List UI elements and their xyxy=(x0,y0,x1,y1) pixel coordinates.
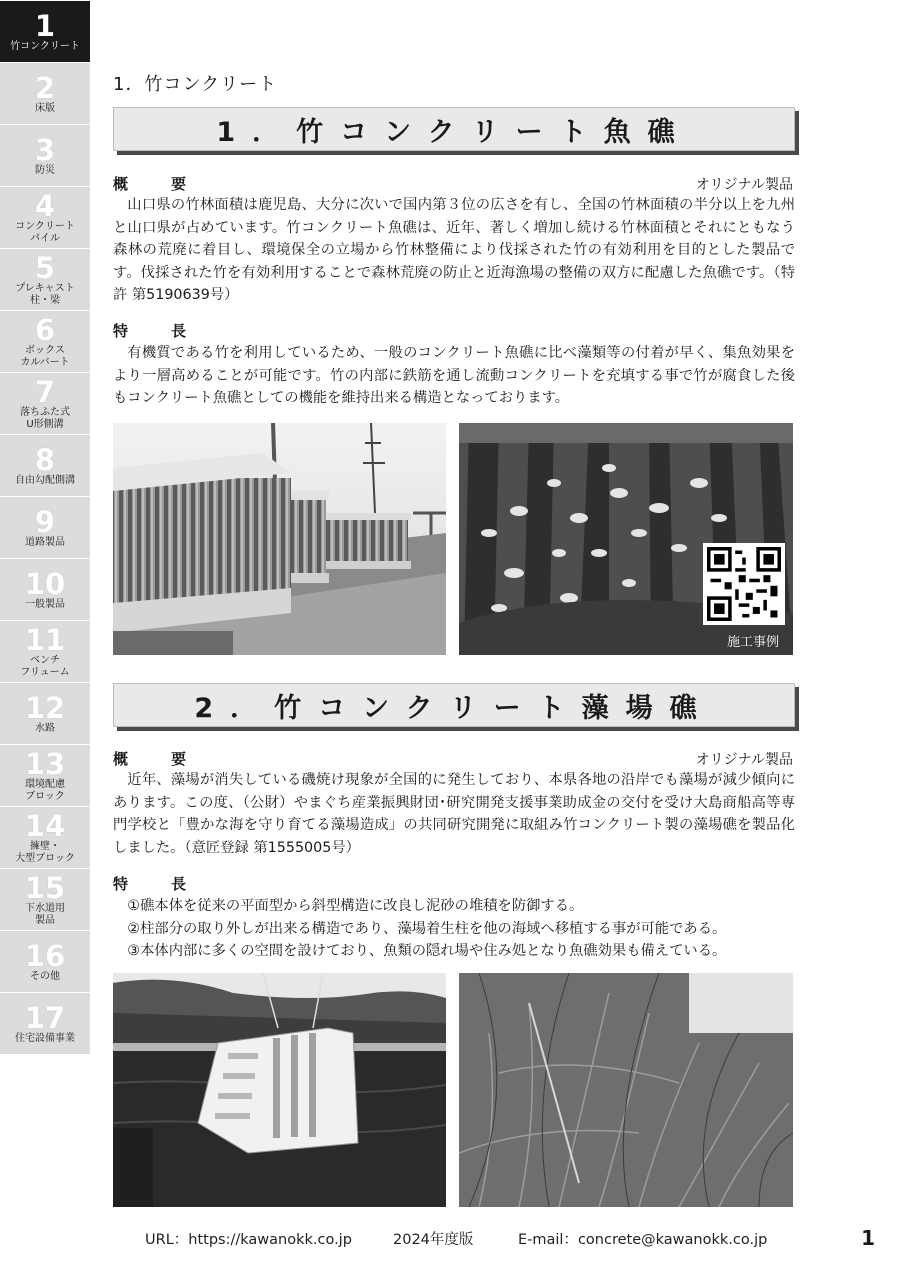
side-tab-3[interactable] xyxy=(0,124,90,186)
side-tab-number: 3 xyxy=(34,132,56,167)
section-2-features-label: 特 長 xyxy=(113,875,201,893)
side-tab-label: 床版 xyxy=(35,102,55,114)
section-1-title: 1．竹コンクリート魚礁 xyxy=(113,107,795,151)
feature-item: ①礁本体を従来の平面型から斜型構造に改良し泥砂の堆積を防御する。 xyxy=(127,898,584,914)
side-tab-number: 8 xyxy=(34,442,56,477)
side-tab-number: 10 xyxy=(24,566,66,601)
side-tab-number: 12 xyxy=(24,690,66,725)
side-tab-number: 14 xyxy=(24,808,66,843)
section-heading: 1．竹コンクリート xyxy=(113,74,278,95)
section-1-features xyxy=(113,342,795,410)
side-tab-number: 5 xyxy=(34,250,56,285)
footer-email[interactable]: E-mail：concrete@kawanokk.co.jp xyxy=(518,1232,768,1248)
seaweed-reef-installation-photo xyxy=(113,973,446,1207)
section-2-overview-text: 近年、藻場が消失している磯焼け現象が全国的に発生しており、本県各地の沿岸でも藻場が減少傾向にあります。この度、（公財）やまぐち産業振興財団･研究開発支援事業助成金の交付を受け大島商船高等専門学校と「豊かな海を守り育てる藻場造成」の共同研究開発に取組み竹コンクリート製の藻場礁を製品化しました。（意匠登録 第1555005号） xyxy=(113,772,795,856)
side-tab-13[interactable] xyxy=(0,744,90,806)
footer-url[interactable]: URL：https://kawanokk.co.jp xyxy=(145,1232,352,1248)
qr-code-icon[interactable] xyxy=(703,543,785,625)
section-2-overview xyxy=(113,769,795,859)
side-tab-number: 6 xyxy=(34,312,56,347)
side-tab-label: プレキャスト 柱・梁 xyxy=(15,282,75,306)
side-tab-9[interactable] xyxy=(0,496,90,558)
qr-caption: 施工事例 xyxy=(726,635,779,650)
side-tab-14[interactable] xyxy=(0,806,90,868)
side-tab-2[interactable] xyxy=(0,62,90,124)
seaweed-closeup-photo xyxy=(459,973,793,1207)
side-tab-7[interactable] xyxy=(0,372,90,434)
side-tab-number: 2 xyxy=(34,70,56,105)
side-tab-number: 1 xyxy=(34,8,56,43)
section-1-overview xyxy=(113,194,795,307)
side-tab-12[interactable] xyxy=(0,682,90,744)
footer-edition: 2024年度版 xyxy=(393,1232,474,1248)
side-tab-label: 一般製品 xyxy=(25,598,65,610)
section-1-features-label: 特 長 xyxy=(113,322,201,340)
side-tab-label: 落ちふた式 U形側溝 xyxy=(20,406,70,430)
side-tab-label: 住宅設備事業 xyxy=(15,1032,75,1044)
side-tab-11[interactable] xyxy=(0,620,90,682)
section-2-features xyxy=(113,895,795,963)
section-1-overview-label: 概 要 xyxy=(113,175,201,193)
side-tab-number: 13 xyxy=(24,746,66,781)
side-tab-label: 環境配慮 ブロック xyxy=(25,778,65,802)
side-tab-number: 7 xyxy=(34,374,56,409)
side-tab-4[interactable] xyxy=(0,186,90,248)
side-tab-number: 15 xyxy=(24,870,66,905)
side-tab-16[interactable] xyxy=(0,930,90,992)
feature-item: ②柱部分の取り外しが出来る構造であり、藻場着生柱を他の海域へ移植する事が可能である。 xyxy=(127,920,727,937)
side-tab-6[interactable] xyxy=(0,310,90,372)
side-tab-label: 道路製品 xyxy=(25,536,65,548)
side-tab-5[interactable] xyxy=(0,248,90,310)
side-tab-17[interactable] xyxy=(0,992,90,1054)
side-tab-number: 9 xyxy=(34,504,56,539)
side-tab-label: 水路 xyxy=(35,722,55,734)
side-tab-number: 11 xyxy=(24,622,66,657)
feature-item: ③本体内部に多くの空間を設けており、魚類の隠れ場や住み処となり魚礁効果も備えている。 xyxy=(127,943,727,959)
side-tab-label: ベンチ フリューム xyxy=(20,654,70,678)
section-2-overview-label: 概 要 xyxy=(113,750,201,768)
side-tab-number: 17 xyxy=(24,1000,66,1035)
section-1-original-label: オリジナル製品 xyxy=(695,177,793,193)
side-tab-label: コンクリート パイル xyxy=(15,220,75,244)
side-tab-label: 竹コンクリート xyxy=(10,40,80,52)
section-1-overview-text: 山口県の竹林面積は鹿児島、大分に次いで国内第３位の広さを有し、全国の竹林面積の半分以上を九州と山口県が占めています。竹コンクリート魚礁は、近年、著しく増加し続ける竹林面積とそれにともなう森林の荒廃に着目し、環境保全の立場から竹林整備により伐採された竹の有効利用を目的とした製品です。伐採された竹を有効利用することで森林荒廃の防止と近海漁場の整備の双方に配慮した魚礁です。（特許 第5190639号） xyxy=(113,197,795,303)
side-tab-number: 4 xyxy=(34,188,56,223)
section-1-features-text: 有機質である竹を利用しているため、一般のコンクリート魚礁に比べ藻類等の付着が早く、集魚効果をより一層高めることが可能です。竹の内部に鉄筋を通し流動コンクリートを充填する事で竹が腐食した後もコンクリート魚礁としての機能を維持出来る構造となっております。 xyxy=(113,345,795,406)
side-tab-1[interactable] xyxy=(0,0,90,62)
section-2-title: 2．竹コンクリート藻場礁 xyxy=(113,683,795,727)
side-tab-label: 擁壁・ 大型ブロック xyxy=(15,840,75,864)
side-tab-label: 防災 xyxy=(35,164,55,176)
bamboo-fish-reef-quay-photo xyxy=(113,423,446,655)
qr-overlay xyxy=(459,423,793,655)
side-tab-label: その他 xyxy=(30,970,60,982)
side-tab-10[interactable] xyxy=(0,558,90,620)
side-tab-label: 下水道用 製品 xyxy=(25,902,65,926)
side-tab-label: ボックス カルバート xyxy=(20,344,70,368)
page-number: 1 xyxy=(861,1226,875,1250)
section-2-original-label: オリジナル製品 xyxy=(695,752,793,768)
side-tab-label: 自由勾配側溝 xyxy=(15,474,75,486)
side-tab-number: 16 xyxy=(24,938,66,973)
side-tab-8[interactable] xyxy=(0,434,90,496)
side-tab-15[interactable] xyxy=(0,868,90,930)
